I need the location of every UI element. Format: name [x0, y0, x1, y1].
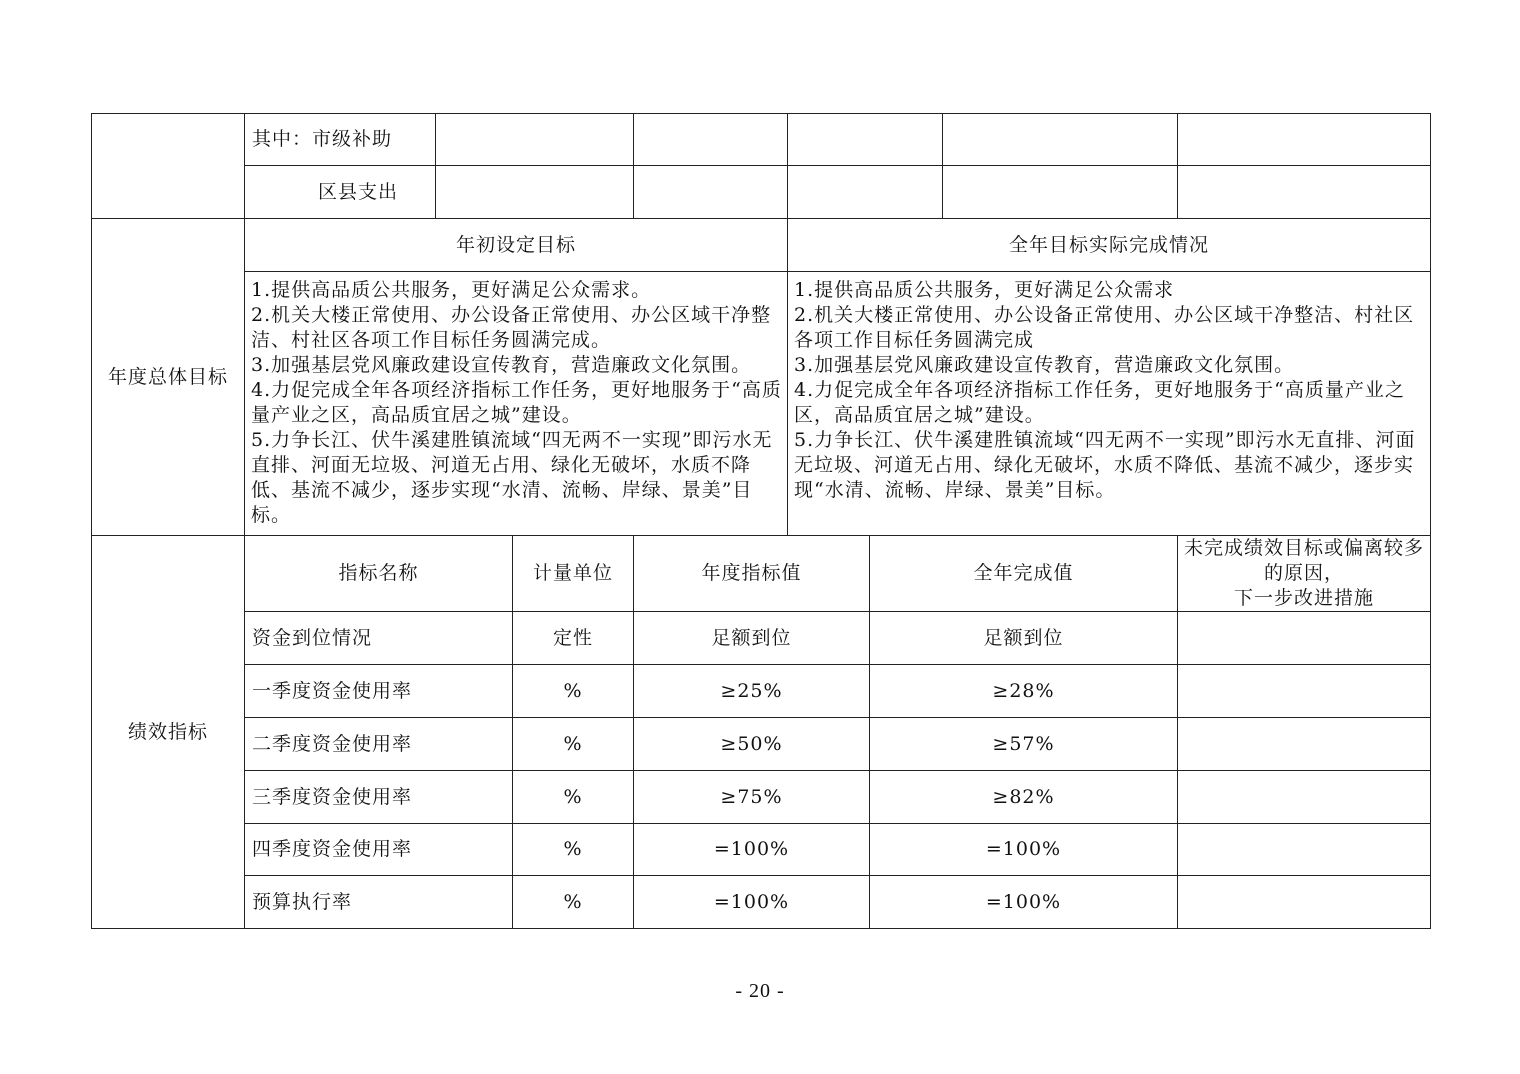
table-row	[92, 824, 1431, 876]
table-row	[92, 876, 1431, 929]
indicator-actual: ≥57%	[870, 718, 1178, 771]
planned-goal-item: 3.加强基层党风廉政建设宣传教育，营造廉政文化氛围。	[251, 354, 752, 376]
funding-value-cell	[943, 166, 1178, 219]
indicator-target: ≥50%	[634, 718, 870, 771]
funding-value-cell	[1178, 166, 1431, 219]
funding-row-district	[92, 166, 1431, 219]
actual-goal-item: 4.力促完成全年各项经济指标工作任务，更好地服务于“高质量产业之区，高品质宜居之城”建设。	[794, 379, 1405, 426]
indicator-name: 一季度资金使用率	[245, 665, 513, 718]
performance-table	[91, 113, 1431, 929]
table-row	[92, 718, 1431, 771]
reason-header-line: 未完成绩效目标或偏离较多的原因，	[1183, 537, 1424, 584]
indicator-actual: ≥82%	[870, 771, 1178, 824]
actual-goals-header: 全年目标实际完成情况	[788, 219, 1431, 272]
table-row	[92, 771, 1431, 824]
planned-goal-item: 5.力争长江、伏牛溪建胜镇流域“四无两不一实现”即污水无直排、河面无垃圾、河道无占用、绿化无破坏，水质不降低、基流不减少，逐步实现“水清、流畅、岸绿、景美”目标。	[251, 429, 773, 526]
actual-goal-item: 3.加强基层党风廉政建设宣传教育，营造廉政文化氛围。	[794, 354, 1295, 376]
indicator-actual: ≥28%	[870, 665, 1178, 718]
indicator-unit: %	[513, 876, 634, 929]
planned-goals-header: 年初设定目标	[245, 219, 788, 272]
indicator-actual: =100%	[870, 876, 1178, 929]
actual-goals-cell	[788, 272, 1431, 536]
indicator-target: ≥25%	[634, 665, 870, 718]
table-row	[92, 612, 1431, 665]
annual-goals-label: 年度总体目标	[92, 219, 245, 536]
indicator-name: 四季度资金使用率	[245, 824, 513, 876]
indicator-actual: 足额到位	[870, 612, 1178, 665]
indicator-unit: 定性	[513, 612, 634, 665]
reason-header-line: 下一步改进措施	[1233, 587, 1374, 609]
funding-row-city	[92, 114, 1431, 166]
indicator-reason	[1178, 876, 1431, 929]
performance-label: 绩效指标	[92, 536, 245, 929]
indicator-reason	[1178, 665, 1431, 718]
indicator-target: ≥75%	[634, 771, 870, 824]
indicator-name: 三季度资金使用率	[245, 771, 513, 824]
planned-goal-item: 1.提供高品质公共服务，更好满足公众需求。	[251, 279, 652, 301]
funding-value-cell	[634, 114, 788, 166]
indicator-reason	[1178, 718, 1431, 771]
unit-header: 计量单位	[513, 536, 634, 612]
planned-goal-item: 4.力促完成全年各项经济指标工作任务，更好地服务于“高质量产业之区，高品质宜居之城”建设。	[251, 379, 782, 426]
indicator-actual: =100%	[870, 824, 1178, 876]
actual-goal-item: 5.力争长江、伏牛溪建胜镇流域“四无两不一实现”即污水无直排、河面无垃圾、河道无占用、绿化无破坏，水质不降低、基流不减少，逐步实现“水清、流畅、岸绿、景美”目标。	[794, 429, 1416, 501]
funding-value-cell	[943, 114, 1178, 166]
indicator-target: =100%	[634, 876, 870, 929]
page-number: - 20 -	[735, 980, 785, 1002]
indicator-reason	[1178, 824, 1431, 876]
funding-label-cell	[92, 114, 245, 219]
goals-content-row	[92, 272, 1431, 536]
actual-goal-item: 2.机关大楼正常使用、办公设备正常使用、办公区域干净整洁、村社区各项工作目标任务圆满完成	[794, 304, 1415, 351]
funding-value-cell	[634, 166, 788, 219]
indicator-target: =100%	[634, 824, 870, 876]
planned-goals-cell	[245, 272, 788, 536]
indicator-unit: %	[513, 824, 634, 876]
indicator-name-header: 指标名称	[245, 536, 513, 612]
reason-header	[1178, 536, 1431, 612]
actual-value-header: 全年完成值	[870, 536, 1178, 612]
indicator-name: 资金到位情况	[245, 612, 513, 665]
indicator-name: 预算执行率	[245, 876, 513, 929]
indicator-unit: %	[513, 665, 634, 718]
funding-value-cell	[788, 166, 943, 219]
indicator-name: 二季度资金使用率	[245, 718, 513, 771]
funding-row-label: 区县支出	[245, 166, 436, 219]
funding-value-cell	[436, 114, 634, 166]
funding-value-cell	[436, 166, 634, 219]
indicator-unit: %	[513, 771, 634, 824]
target-value-header: 年度指标值	[634, 536, 870, 612]
indicator-unit: %	[513, 718, 634, 771]
actual-goal-item: 1.提供高品质公共服务，更好满足公众需求	[794, 279, 1175, 301]
goals-header-row	[92, 219, 1431, 272]
performance-report-sheet	[91, 113, 1430, 914]
table-row	[92, 665, 1431, 718]
performance-header-row	[92, 536, 1431, 612]
indicator-reason	[1178, 771, 1431, 824]
indicator-target: 足额到位	[634, 612, 870, 665]
funding-value-cell	[788, 114, 943, 166]
funding-row-label: 其中：市级补助	[245, 114, 436, 166]
planned-goal-item: 2.机关大楼正常使用、办公设备正常使用、办公区域干净整洁、村社区各项工作目标任务圆满完成。	[251, 304, 772, 351]
funding-value-cell	[1178, 114, 1431, 166]
indicator-reason	[1178, 612, 1431, 665]
